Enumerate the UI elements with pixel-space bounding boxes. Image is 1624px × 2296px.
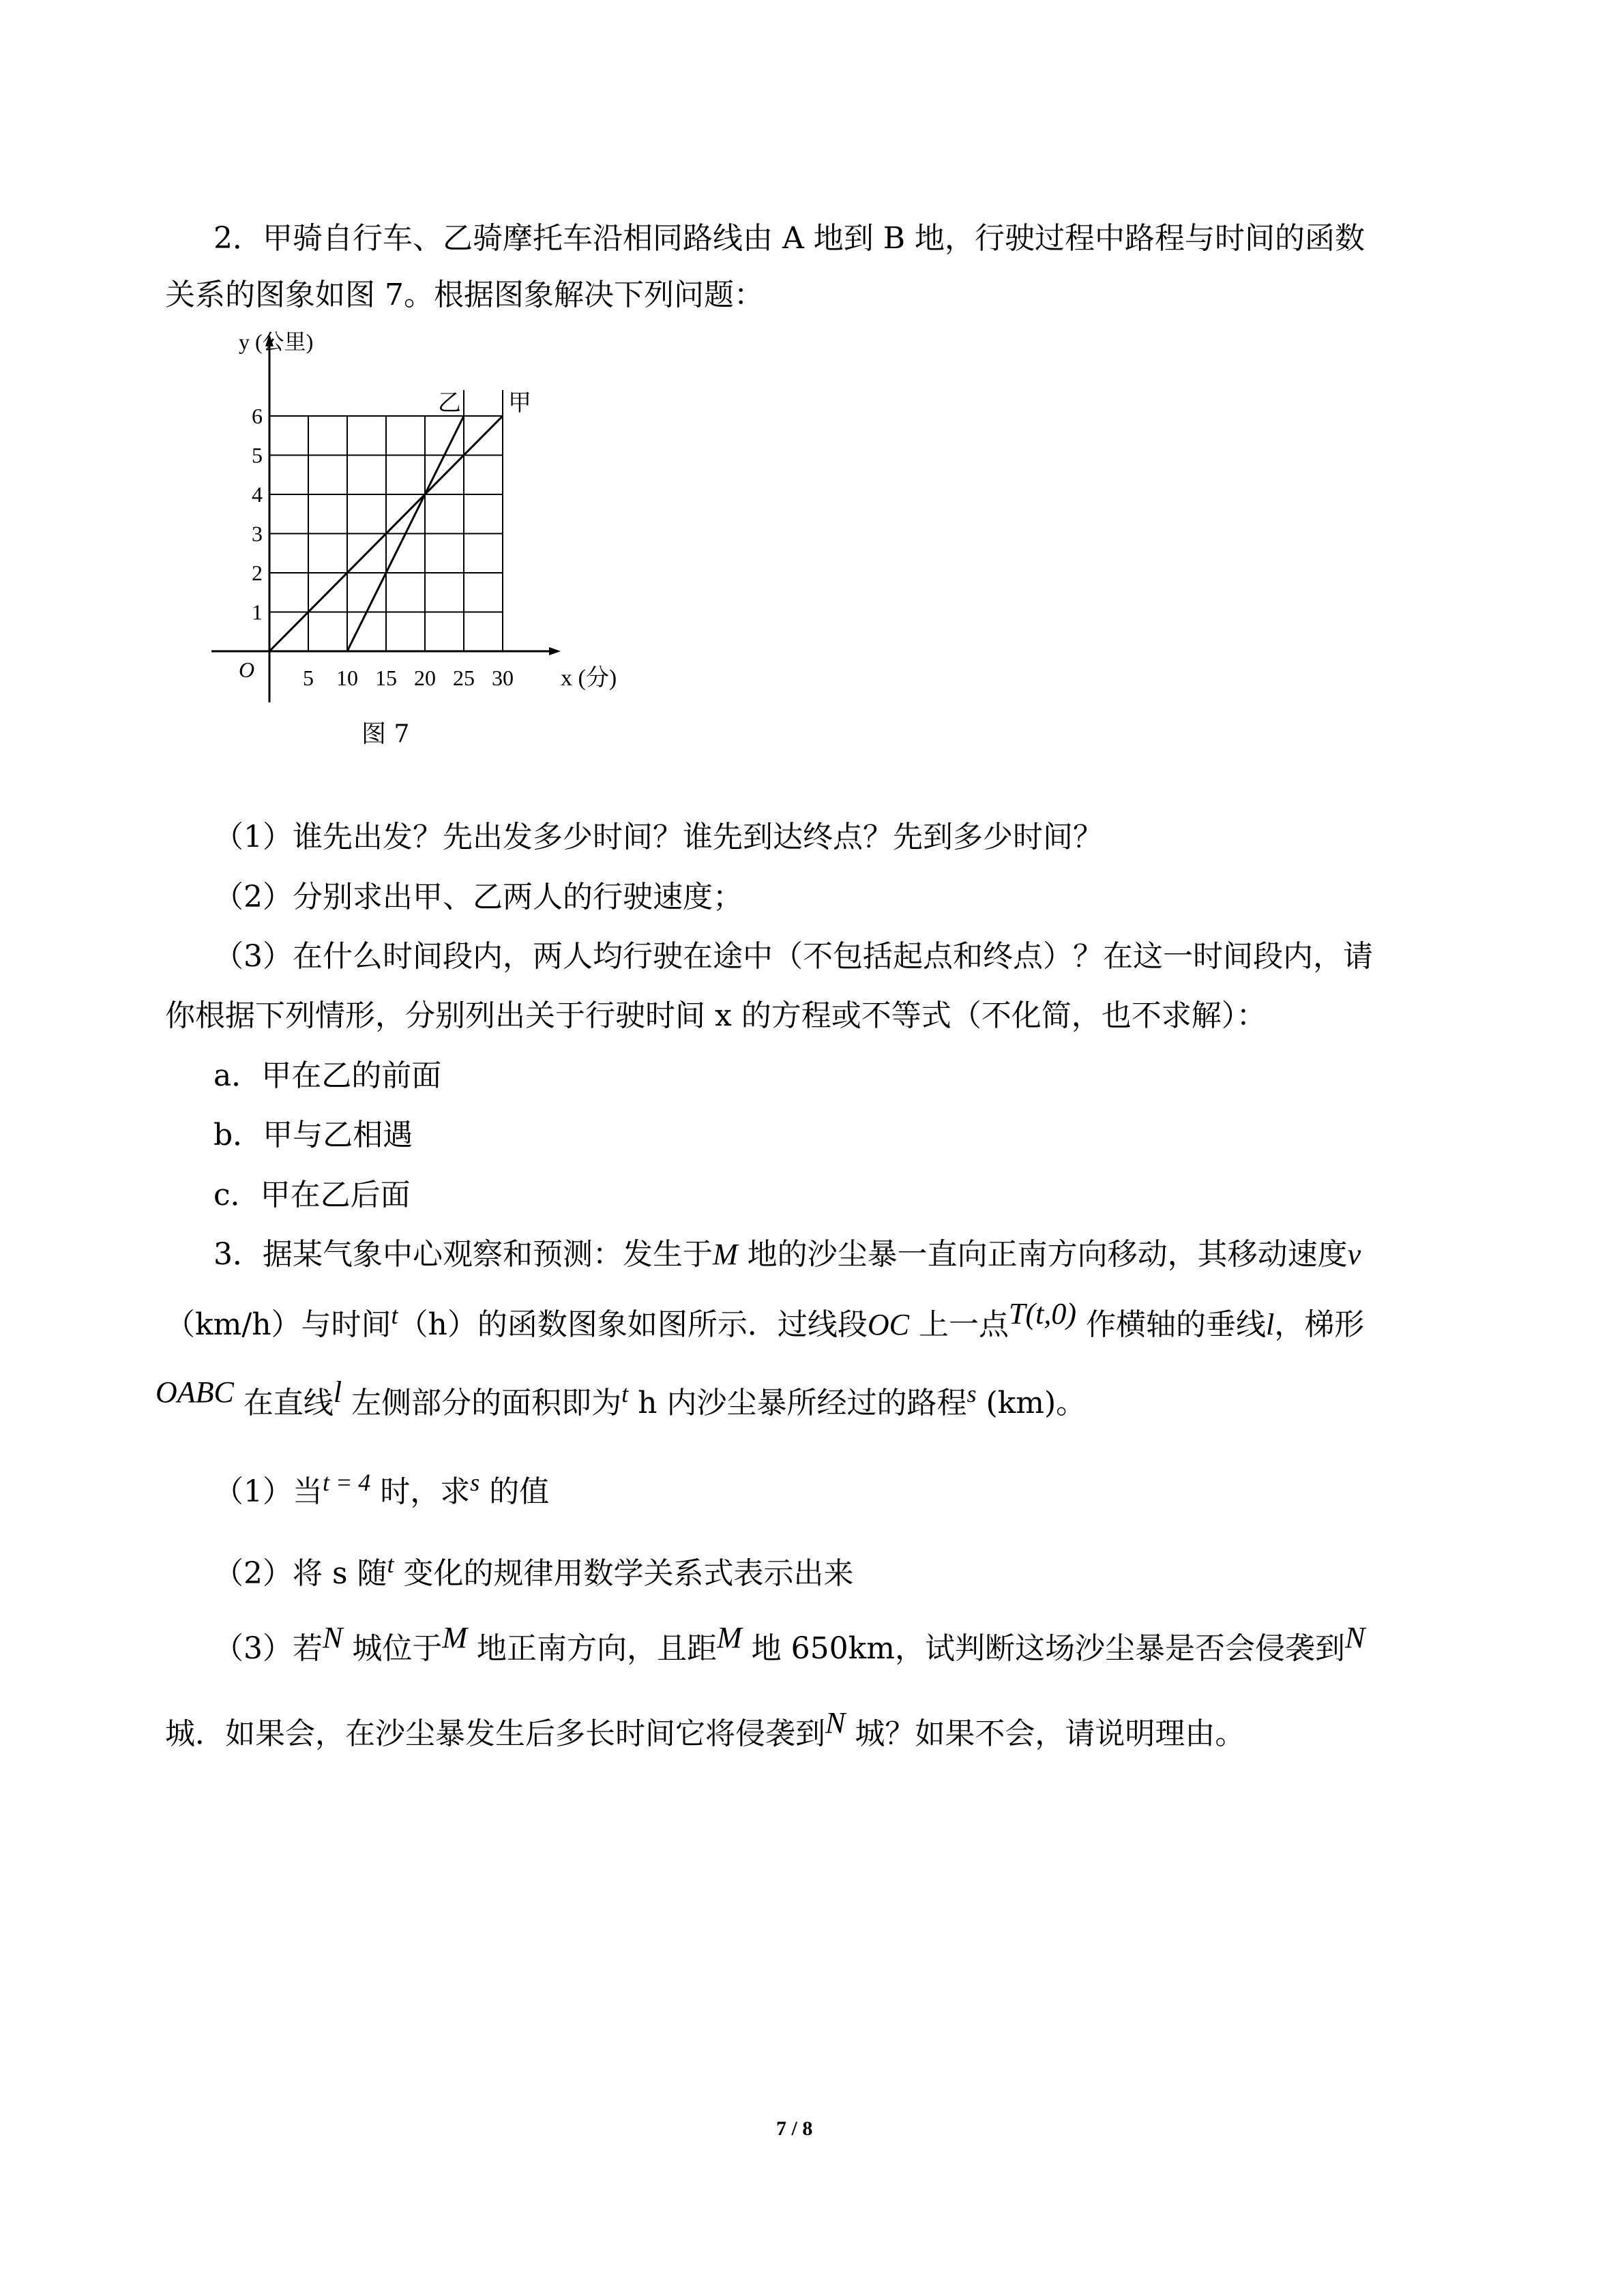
q2-sub2: （2）分别求出甲、乙两人的行驶速度； (213, 880, 743, 914)
x-tick-label: 10 (336, 666, 358, 690)
x-tick-label: 25 (453, 666, 475, 690)
x-tick-label: 20 (414, 666, 436, 690)
q2-sub3-line2: 你根据下列情形，分别列出关于行驶时间 x 的方程或不等式（不化简，也不求解）： (165, 998, 1267, 1033)
y-tick-label: 2 (252, 561, 263, 585)
series-label: 乙 (438, 391, 461, 416)
y-axis-label: y (公里) (239, 329, 314, 354)
q3-line1: 3．据某气象中心观察和预测：发生于M 地的沙尘暴一直向正南方向移动，其移动速度v (213, 1237, 1361, 1272)
q2-sub1: （1）谁先出发？先出发多少时间？谁先到达终点？先到多少时间？ (213, 820, 1103, 854)
q2-intro-line2: 关系的图象如图 7。根据图象解决下列问题： (165, 278, 764, 312)
q3-line2: （km/h）与时间$^t$（h）的函数图象如图所示．过线段OC 上一点T(t,0) 作横轴的垂线l，梯形 (165, 1297, 1365, 1342)
y-tick-label: 6 (252, 404, 263, 428)
q3-sub3-line2: 城．如果会，在沙尘暴发生后多长时间它将侵袭到N 城？如果不会，请说明理由。 (165, 1706, 1245, 1751)
q2-sub3-line1: （3）在什么时间段内，两人均行驶在途中（不包括起点和终点）？在这一时间段内，请 (213, 939, 1373, 974)
series-label: 甲 (508, 391, 531, 416)
q3-sub3-line1: （3）若N 城位于M 地正南方向，且距M 地 650km，试判断这场沙尘暴是否会侵袭到N (213, 1621, 1365, 1666)
y-tick-label: 1 (252, 599, 263, 625)
origin-label: O (239, 657, 255, 682)
q2-intro-line1: 2．甲骑自行车、乙骑摩托车沿相同路线由 A 地到 B 地，行驶过程中路程与时间的函数 (213, 221, 1365, 256)
q2-option-b: b．甲与乙相遇 (213, 1118, 413, 1152)
page-number: 7 / 8 (776, 2117, 813, 2140)
q3-line3: OABC 在直线l 左侧部分的面积即为$^t$ h 内沙尘暴所经过的路程$^s$ (km)。 (156, 1375, 1087, 1420)
x-axis-arrow (549, 647, 561, 655)
q2-option-a: a．甲在乙的前面 (213, 1058, 442, 1093)
y-tick-label: 4 (252, 482, 263, 507)
y-tick-label: 3 (252, 521, 263, 546)
figure-caption: 图 7 (361, 720, 410, 748)
q3-sub1: （1）当$^{t = 4}$ 时，求$^s$ 的值 (213, 1469, 550, 1509)
q2-option-c: c．甲在乙后面 (213, 1178, 411, 1212)
chart-labels (239, 329, 617, 691)
x-tick-label: 5 (303, 666, 314, 690)
y-tick-label: 5 (252, 443, 263, 468)
x-tick-label: 15 (375, 666, 397, 690)
x-axis-label: x (分) (561, 666, 617, 691)
x-tick-label: 30 (492, 666, 514, 690)
figure-7-chart (205, 320, 641, 743)
q3-sub2: （2）将 s 随$^t$ 变化的规律用数学关系式表示出来 (213, 1551, 854, 1591)
